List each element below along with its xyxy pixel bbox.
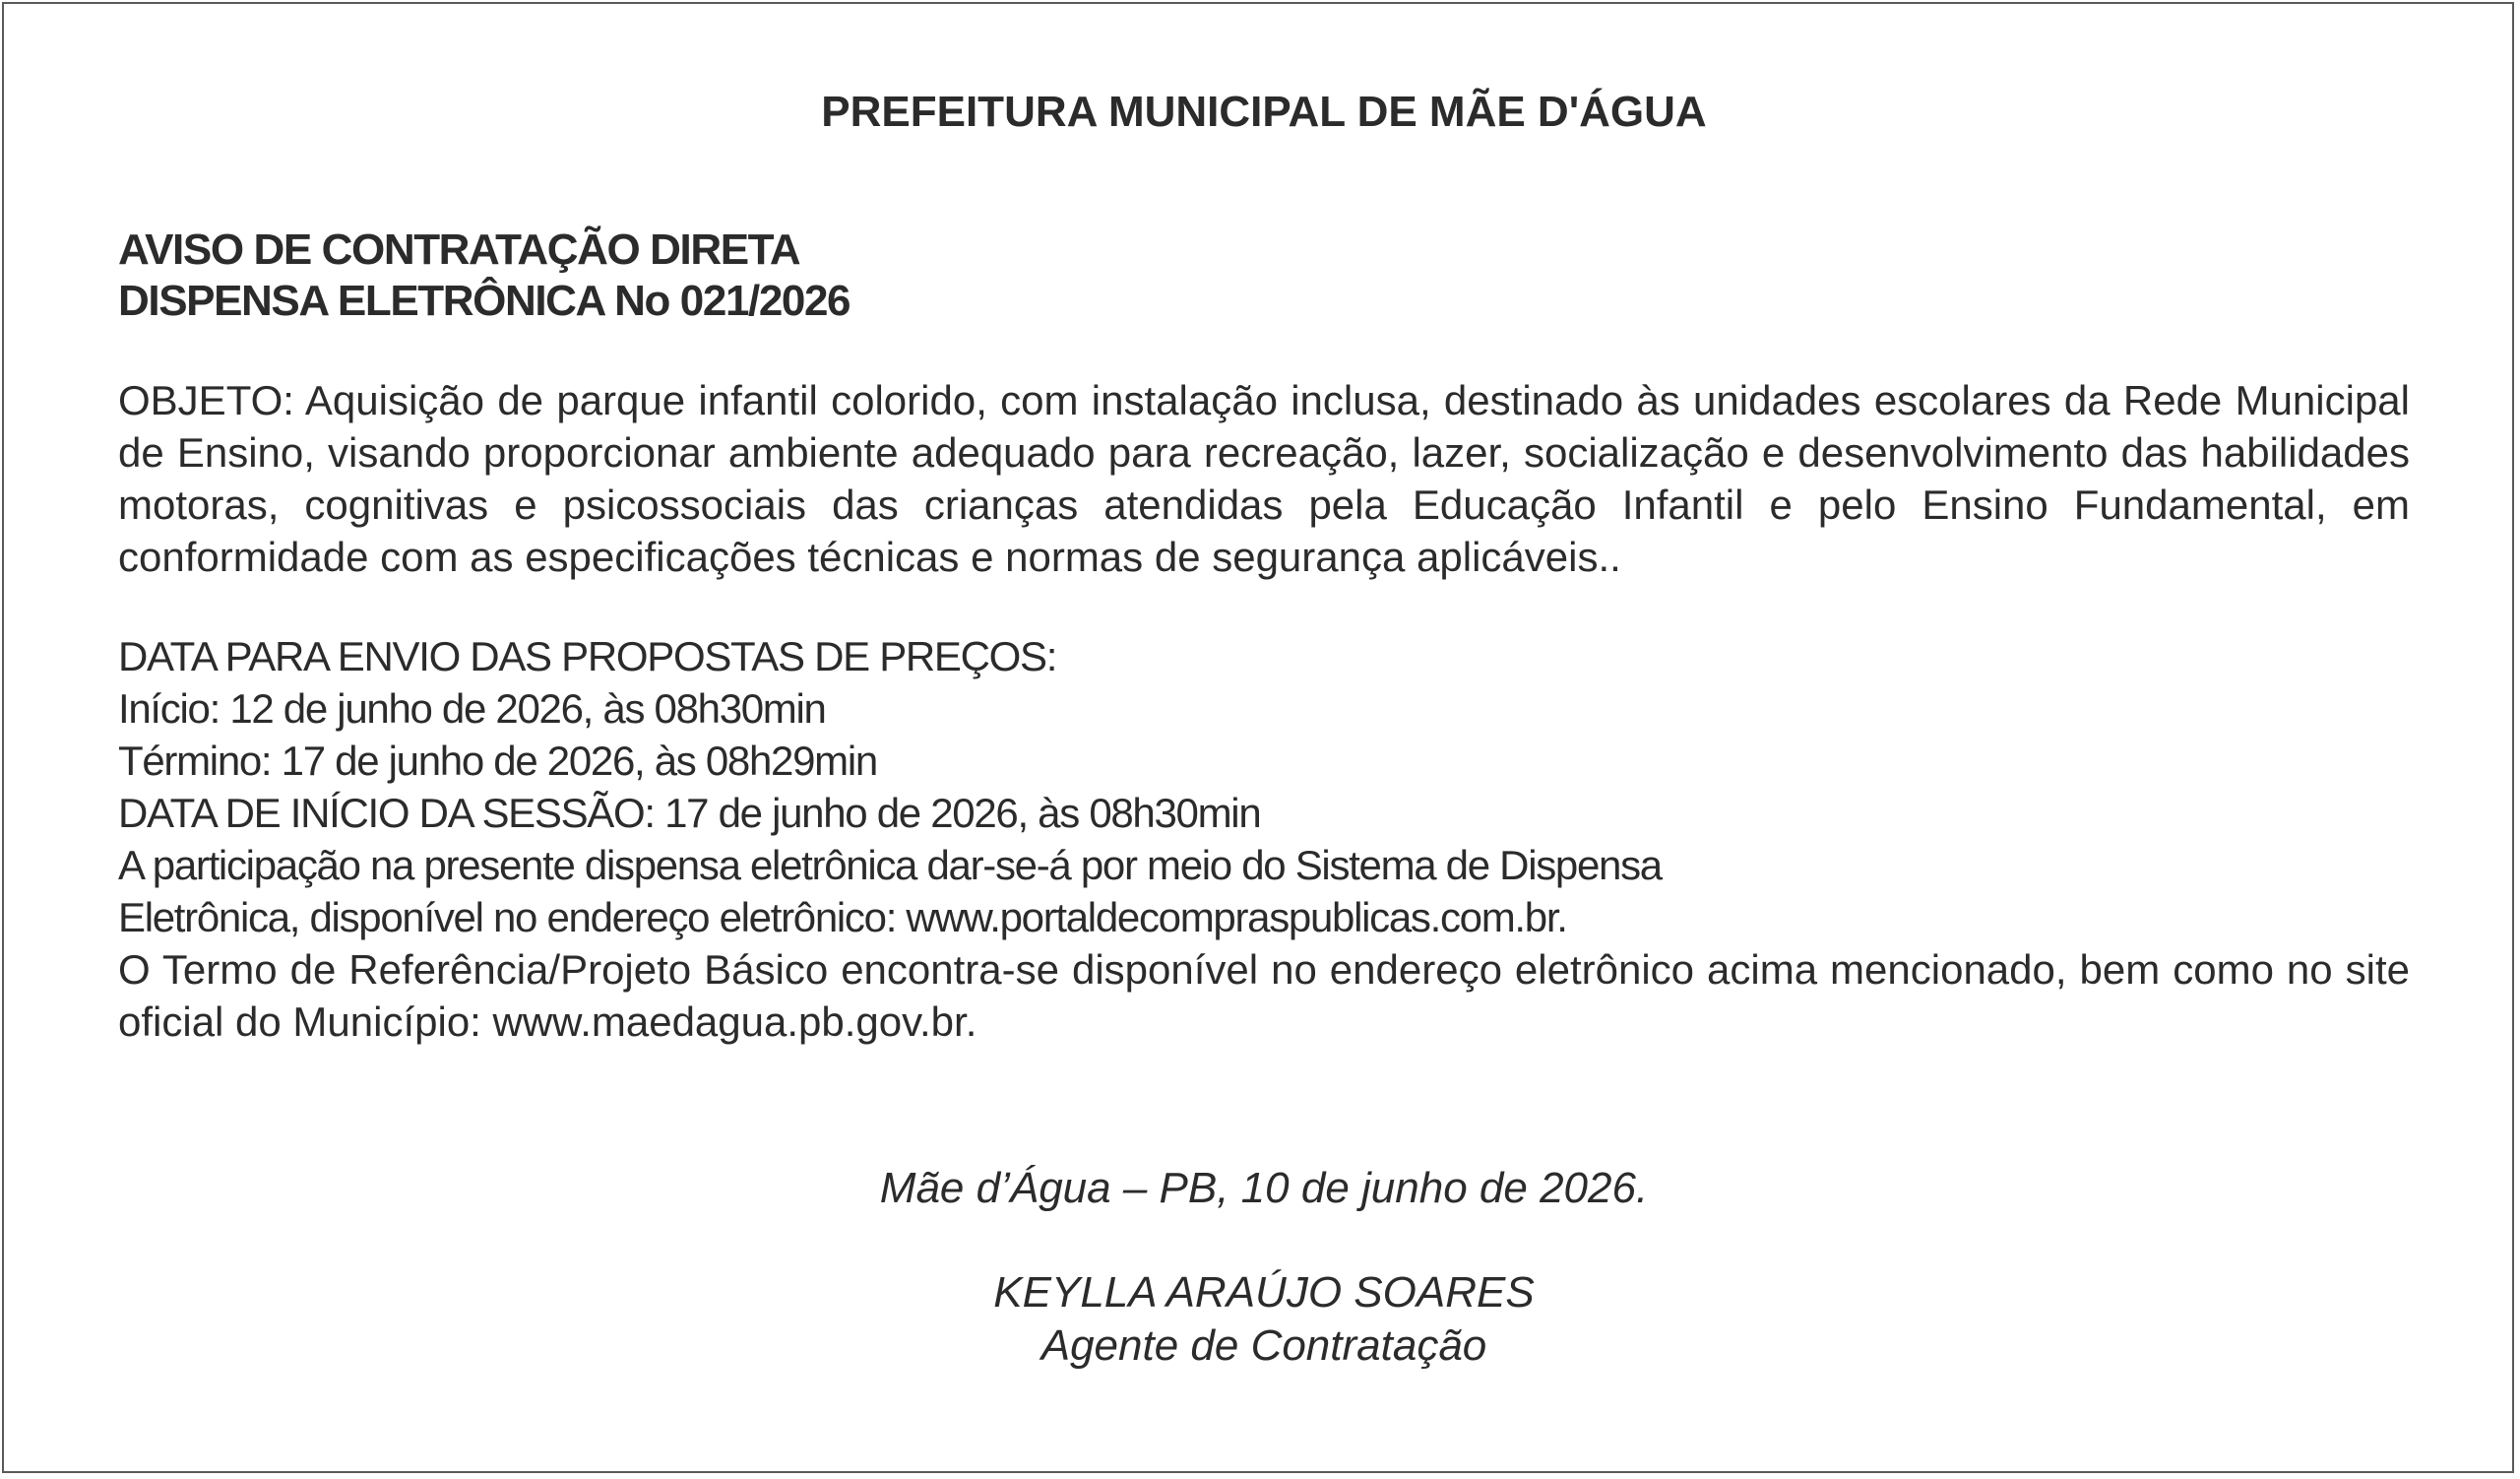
notice-content	[118, 83, 2410, 1373]
reference-terms: O Termo de Referência/Projeto Básico encontra-se disponível no endereço eletrônico acima mencionado, bem como no site oficial do Município: www.maedagua.pb.gov.br.	[118, 946, 2410, 1045]
proposals-start: Início: 12 de junho de 2026, às 08h30min	[118, 685, 826, 732]
signatory-role: Agente de Contratação	[1040, 1321, 1487, 1370]
notice-heading-line1: AVISO DE CONTRATAÇÃO DIRETA	[118, 225, 800, 274]
notice-heading	[118, 225, 2410, 327]
proposals-heading: DATA PARA ENVIO DAS PROPOSTAS DE PREÇOS:	[118, 633, 1057, 679]
notice-frame	[2, 2, 2514, 1473]
proposals-end: Término: 17 de junho de 2026, às 08h29min	[118, 738, 877, 784]
session-start: DATA DE INÍCIO DA SESSÃO: 17 de junho de 2026, às 08h30min	[118, 790, 1261, 836]
signatory-name: KEYLLA ARAÚJO SOARES	[993, 1268, 1535, 1317]
signature-block	[118, 1266, 2410, 1373]
object-paragraph: OBJETO: Aquisição de parque infantil colorido, com instalação inclusa, destinado às unidades escolares da Rede Municipal de Ensino, visando proporcionar ambiente adequado para recreação, lazer, socialização e desenvolvimento das habilidades motoras, cognitivas e psicossociais das crianças atendidas pela Educação Infantil e pelo Ensino Fundamental, em conformidade com as especificações técnicas e normas de segurança aplicáveis..	[118, 377, 2410, 580]
participation-line1: A participação na presente dispensa eletrônica dar-se-á por meio do Sistema de Dispensa	[118, 842, 1662, 888]
notice-heading-line2: DISPENSA ELETRÔNICA No 021/2026	[118, 277, 850, 325]
organization-title: PREFEITURA MUNICIPAL DE MÃE D'ÁGUA	[821, 88, 1707, 136]
place-date: Mãe d’Água – PB, 10 de junho de 2026.	[879, 1164, 1649, 1212]
participation-line2: Eletrônica, disponível no endereço eletrônico: www.portaldecompraspublicas.com.br.	[118, 894, 1567, 940]
dates-section	[118, 630, 2410, 1048]
